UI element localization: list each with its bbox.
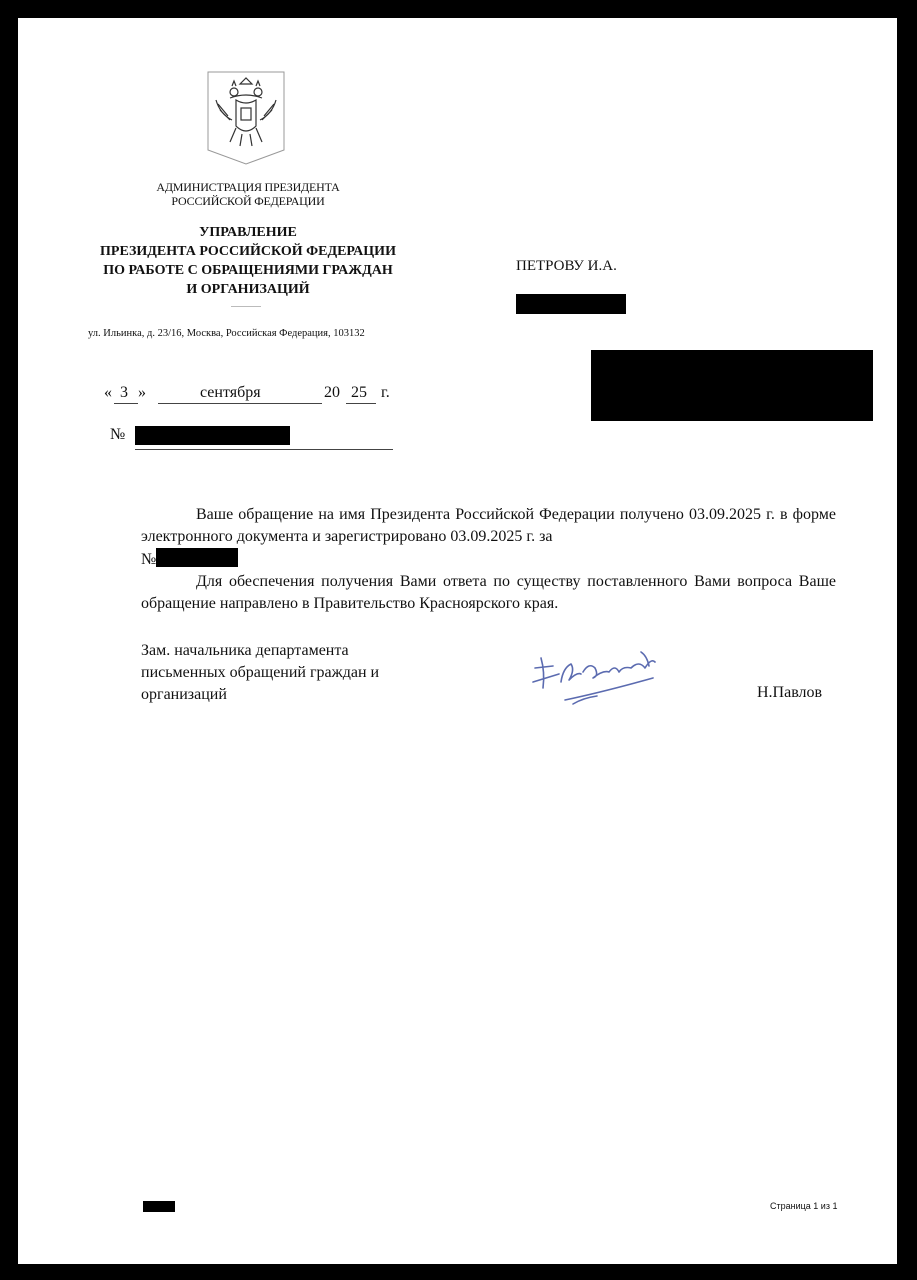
redacted-document-number: [135, 426, 290, 445]
date-day-underline: [114, 403, 138, 404]
signer-position: [141, 640, 379, 706]
redacted-recipient-address: [591, 350, 873, 421]
letter-page: [18, 18, 897, 1264]
redacted-recipient-detail: [516, 294, 626, 314]
body-paragraph-1-text: Ваше обращение на имя Президента Российской Федерации получено 03.09.2025 г. в форме электронного документа и зарегистрировано 03.09.2025 г. за: [141, 506, 836, 545]
signer-position-line-3: организаций: [141, 686, 227, 703]
header-divider: [231, 306, 261, 307]
admin-line-1: АДМИНИСТРАЦИЯ ПРЕЗИДЕНТА: [156, 180, 340, 194]
date-day: 3: [120, 384, 128, 401]
sender-address: ул. Ильинка, д. 23/16, Москва, Российская Федерация, 103132: [88, 328, 365, 339]
letter-body: [141, 504, 836, 615]
registration-number-label: №: [141, 551, 157, 568]
signer-position-line-1: Зам. начальника департамента: [141, 642, 349, 659]
redacted-footer-code: [143, 1201, 175, 1212]
department-name: [78, 223, 418, 299]
body-paragraph-1: [141, 504, 836, 571]
body-paragraph-2: Для обеспечения получения Вами ответа по существу поставленного Вами вопроса Ваше обращение направлено в Правительство Красноярского края.: [141, 573, 836, 612]
admin-line-2: РОССИЙСКОЙ ФЕДЕРАЦИИ: [171, 194, 325, 208]
date-month: сентября: [200, 384, 261, 401]
handwritten-signature: [523, 638, 673, 713]
date-month-underline: [158, 403, 322, 404]
state-emblem-icon: [206, 70, 286, 166]
dept-line-3: ПО РАБОТЕ С ОБРАЩЕНИЯМИ ГРАЖДАН: [103, 263, 393, 278]
dept-line-2: ПРЕЗИДЕНТА РОССИЙСКОЙ ФЕДЕРАЦИИ: [100, 244, 396, 259]
document-number-label: №: [110, 426, 126, 443]
date-close-quote: »: [138, 384, 146, 401]
document-number-underline: [135, 449, 393, 450]
date-century: 20: [324, 384, 340, 401]
dept-line-1: УПРАВЛЕНИЕ: [199, 225, 297, 240]
date-open-quote: «: [104, 384, 112, 401]
signer-name: Н.Павлов: [757, 684, 823, 701]
signer-position-line-2: письменных обращений граждан и: [141, 664, 380, 681]
recipient-name: ПЕТРОВУ И.А.: [516, 258, 617, 274]
page-number: Страница 1 из 1: [770, 1201, 838, 1211]
redacted-registration-number: [156, 548, 238, 567]
date-year-underline: [346, 403, 376, 404]
date-year: 25: [351, 384, 367, 401]
administration-name: [128, 180, 368, 208]
dept-line-4: И ОРГАНИЗАЦИЙ: [186, 282, 310, 297]
date-year-suffix: г.: [381, 384, 390, 401]
